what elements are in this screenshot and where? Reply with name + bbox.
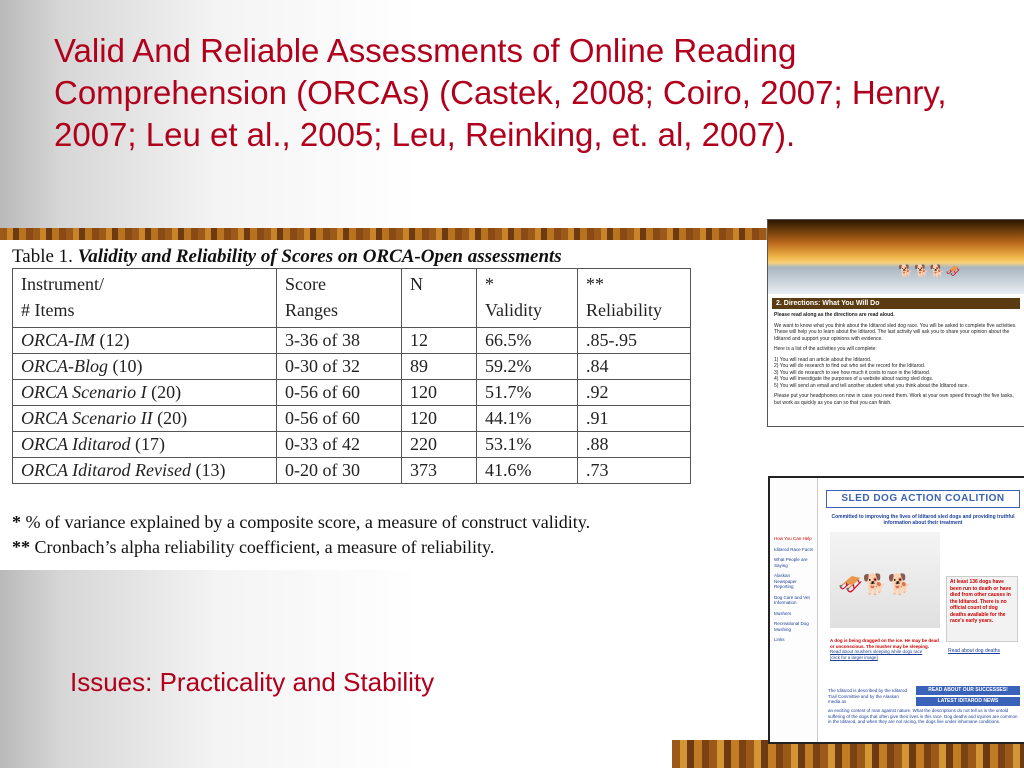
mushers-sleeping-link[interactable]: Read about mushers sleeping while dogs race bbox=[830, 649, 923, 654]
header-score-line1: Score bbox=[285, 274, 326, 294]
coalition-banner: SLED DOG ACTION COALITION bbox=[826, 490, 1020, 508]
directions-p2: We want to know what you think about the Iditarod sled dog race. You will be asked to complete five activities. These will help you to learn about the Iditarod. The last activity will ask you to share your opinion about the Iditarod and support your opinions with evidence. bbox=[774, 322, 1017, 342]
validity-cell: 51.7% bbox=[477, 380, 578, 406]
footnote-validity-text: % of variance explained by a composite score, a measure of construct validity. bbox=[21, 512, 591, 532]
n-cell: 120 bbox=[402, 380, 477, 406]
n-cell: 89 bbox=[402, 354, 477, 380]
reliability-cell: .85-.95 bbox=[578, 328, 691, 354]
directions-p3: Here is a list of the activities you will complete: bbox=[774, 346, 877, 352]
directions-heading: 2. Directions: What You Will Do bbox=[772, 298, 1020, 309]
validity-cell: 59.2% bbox=[477, 354, 578, 380]
instrument-name: ORCA Iditarod bbox=[21, 434, 131, 454]
n-cell: 373 bbox=[402, 458, 477, 484]
instrument-items: (10) bbox=[112, 356, 143, 376]
slide-title: Valid And Reliable Assessments of Online Reading Comprehension (ORCAs) (Castek, 2008; Coiro, 2007; Henry, 2007; Leu et al., 2005; Leu, Reinking, et. al, 2007). bbox=[54, 32, 947, 153]
instrument-name: ORCA-Blog bbox=[21, 356, 108, 376]
header-instrument bbox=[13, 269, 277, 328]
instrument-name: ORCA Scenario I bbox=[21, 382, 147, 402]
instrument-items: (20) bbox=[151, 382, 182, 402]
instrument-cell bbox=[13, 380, 277, 406]
score-cell: 3-36 of 38 bbox=[277, 328, 402, 354]
coalition-nav-item[interactable]: Alaskan Newspaper Reporting bbox=[774, 573, 797, 589]
n-cell: 12 bbox=[402, 328, 477, 354]
score-cell: 0-56 of 60 bbox=[277, 380, 402, 406]
reliability-cell: .92 bbox=[578, 380, 691, 406]
dog-team-photo bbox=[830, 532, 940, 628]
header-validity-line2: Validity bbox=[485, 300, 542, 320]
instrument-cell bbox=[13, 328, 277, 354]
iditarod-description-lead: The Iditarod is described by the Iditarod Trail Committee and by the Alaskan media as bbox=[828, 688, 908, 704]
successes-button[interactable]: READ ABOUT OUR SUCCESSES! bbox=[916, 686, 1020, 695]
footnote-reliability-text: Cronbach’s alpha reliability coefficient, a measure of reliability. bbox=[30, 537, 495, 557]
instrument-name: ORCA Iditarod Revised bbox=[21, 460, 191, 480]
directions-list-item: 1) You will read an article about the Iditarod. bbox=[774, 356, 872, 363]
dog-deaths-alert: At least 136 dogs have been run to death or have died from other causes in the Iditarod. There is no official count of dog deaths available for the race's early years. bbox=[946, 576, 1018, 642]
directions-p1: Please read along as the directions are read aloud. bbox=[774, 312, 895, 318]
photo-caption-text: A dog is being dragged on the ice. He may be dead or unconscious. The musher may be sleeping. bbox=[830, 638, 939, 649]
table-row bbox=[13, 406, 691, 432]
instrument-items: (20) bbox=[157, 408, 188, 428]
instrument-cell bbox=[13, 432, 277, 458]
n-cell: 220 bbox=[402, 432, 477, 458]
footnote-validity-mark: * bbox=[12, 512, 21, 532]
reliability-cell: .91 bbox=[578, 406, 691, 432]
header-n bbox=[402, 269, 477, 328]
sled-dog-sunset-photo bbox=[768, 220, 1024, 294]
table-header-row bbox=[13, 269, 691, 328]
coalition-nav-item[interactable]: Iditarod Race Facts bbox=[774, 546, 814, 552]
header-n-label: N bbox=[410, 274, 423, 294]
table-row bbox=[13, 432, 691, 458]
directions-p4: Please put your headphones on now in case you need them. Work at your own speed through the five tasks, but work as quickly as you can so that you can finish. bbox=[774, 393, 1014, 406]
instrument-name: ORCA-IM bbox=[21, 330, 95, 350]
directions-list bbox=[774, 357, 1018, 390]
instrument-cell bbox=[13, 354, 277, 380]
issues-text: Issues: Practicality and Stability bbox=[70, 667, 435, 697]
dog-team-icon: 🛷🐕🐕 bbox=[838, 574, 913, 596]
header-reliability-line2: Reliability bbox=[586, 300, 662, 320]
header-reliability bbox=[578, 269, 691, 328]
larger-image-link[interactable]: [click for a larger image] bbox=[830, 654, 878, 660]
coalition-nav-item[interactable]: Recreational Dog Mushing bbox=[774, 621, 809, 632]
table-row bbox=[13, 380, 691, 406]
sled-team-silhouette-icon: 🐕🐕🐕🛷 bbox=[898, 264, 962, 278]
table-caption bbox=[12, 246, 562, 268]
table-row bbox=[13, 458, 691, 484]
header-instrument-line1: Instrument/ bbox=[21, 274, 104, 294]
dog-deaths-link[interactable]: Read about dog deaths bbox=[948, 648, 1000, 654]
latest-news-button[interactable]: LATEST IDITAROD NEWS bbox=[916, 697, 1020, 706]
reliability-cell: .84 bbox=[578, 354, 691, 380]
score-cell: 0-20 of 30 bbox=[277, 458, 402, 484]
coalition-nav-item[interactable]: Mushers bbox=[774, 610, 792, 616]
directions-list-item: 3) You will do research to see how much it costs to race in the Iditarod. bbox=[774, 369, 931, 376]
coalition-nav-item[interactable]: How You Can Help bbox=[774, 536, 812, 541]
directions-body bbox=[768, 309, 1024, 413]
directions-list-item: 2) You will do research to find out who set the record for the Iditarod. bbox=[774, 363, 926, 369]
decorative-leaf-strip-bottom bbox=[672, 740, 1024, 768]
table-caption-lead: Table 1. bbox=[12, 246, 73, 267]
header-validity-line1: * bbox=[485, 274, 494, 294]
iditarod-description-body: an exciting contest of man against nature. What the descriptions do not tell us is the untold suffering of the dogs that often give their lives in this race. Dog deaths and injuries are common in the Iditarod, and when they are not racing, the dogs live under inhumane conditions. bbox=[828, 708, 1018, 724]
directions-list-item: 4) You will investigate the purposes of a website about racing sled dogs. bbox=[774, 376, 934, 382]
coalition-tagline: Committed to improving the lives of Iditarod sled dogs and providing truthful information about their treatment bbox=[831, 514, 1015, 526]
header-instrument-line2: # Items bbox=[21, 300, 75, 320]
header-validity bbox=[477, 269, 578, 328]
orca-table bbox=[12, 268, 691, 484]
table-panel bbox=[0, 240, 768, 570]
iditarod-directions-screenshot bbox=[767, 219, 1024, 427]
coalition-sidebar bbox=[770, 478, 818, 742]
reliability-cell: .73 bbox=[578, 458, 691, 484]
reliability-cell: .88 bbox=[578, 432, 691, 458]
header-score bbox=[277, 269, 402, 328]
validity-cell: 53.1% bbox=[477, 432, 578, 458]
header-score-line2: Ranges bbox=[285, 300, 338, 320]
instrument-items: (13) bbox=[195, 460, 226, 480]
instrument-items: (17) bbox=[135, 434, 166, 454]
instrument-items: (12) bbox=[99, 330, 130, 350]
table-row bbox=[13, 328, 691, 354]
table-caption-title: Validity and Reliability of Scores on ORCA-Open assessments bbox=[77, 246, 562, 267]
sled-dog-coalition-screenshot bbox=[768, 476, 1024, 744]
instrument-cell bbox=[13, 406, 277, 432]
n-cell: 120 bbox=[402, 406, 477, 432]
score-cell: 0-30 of 32 bbox=[277, 354, 402, 380]
coalition-nav-item[interactable]: Dog Care and Vet Information bbox=[774, 594, 810, 605]
validity-cell: 66.5% bbox=[477, 328, 578, 354]
score-cell: 0-33 of 42 bbox=[277, 432, 402, 458]
coalition-nav-item[interactable]: Links bbox=[774, 637, 785, 642]
table-row bbox=[13, 354, 691, 380]
validity-cell: 44.1% bbox=[477, 406, 578, 432]
directions-list-item: 5) You will send an email and tell another student what you think about the Iditarod race. bbox=[774, 382, 969, 389]
header-reliability-line1: ** bbox=[586, 274, 604, 294]
instrument-cell bbox=[13, 458, 277, 484]
footnote-reliability bbox=[12, 537, 494, 558]
photo-caption bbox=[830, 638, 942, 660]
footnote-reliability-mark: ** bbox=[12, 537, 30, 557]
coalition-nav-item[interactable]: What People are Saying bbox=[774, 557, 808, 568]
table-body bbox=[13, 328, 691, 484]
footnote-validity bbox=[12, 512, 590, 533]
instrument-name: ORCA Scenario II bbox=[21, 408, 153, 428]
score-cell: 0-56 of 60 bbox=[277, 406, 402, 432]
validity-cell: 41.6% bbox=[477, 458, 578, 484]
